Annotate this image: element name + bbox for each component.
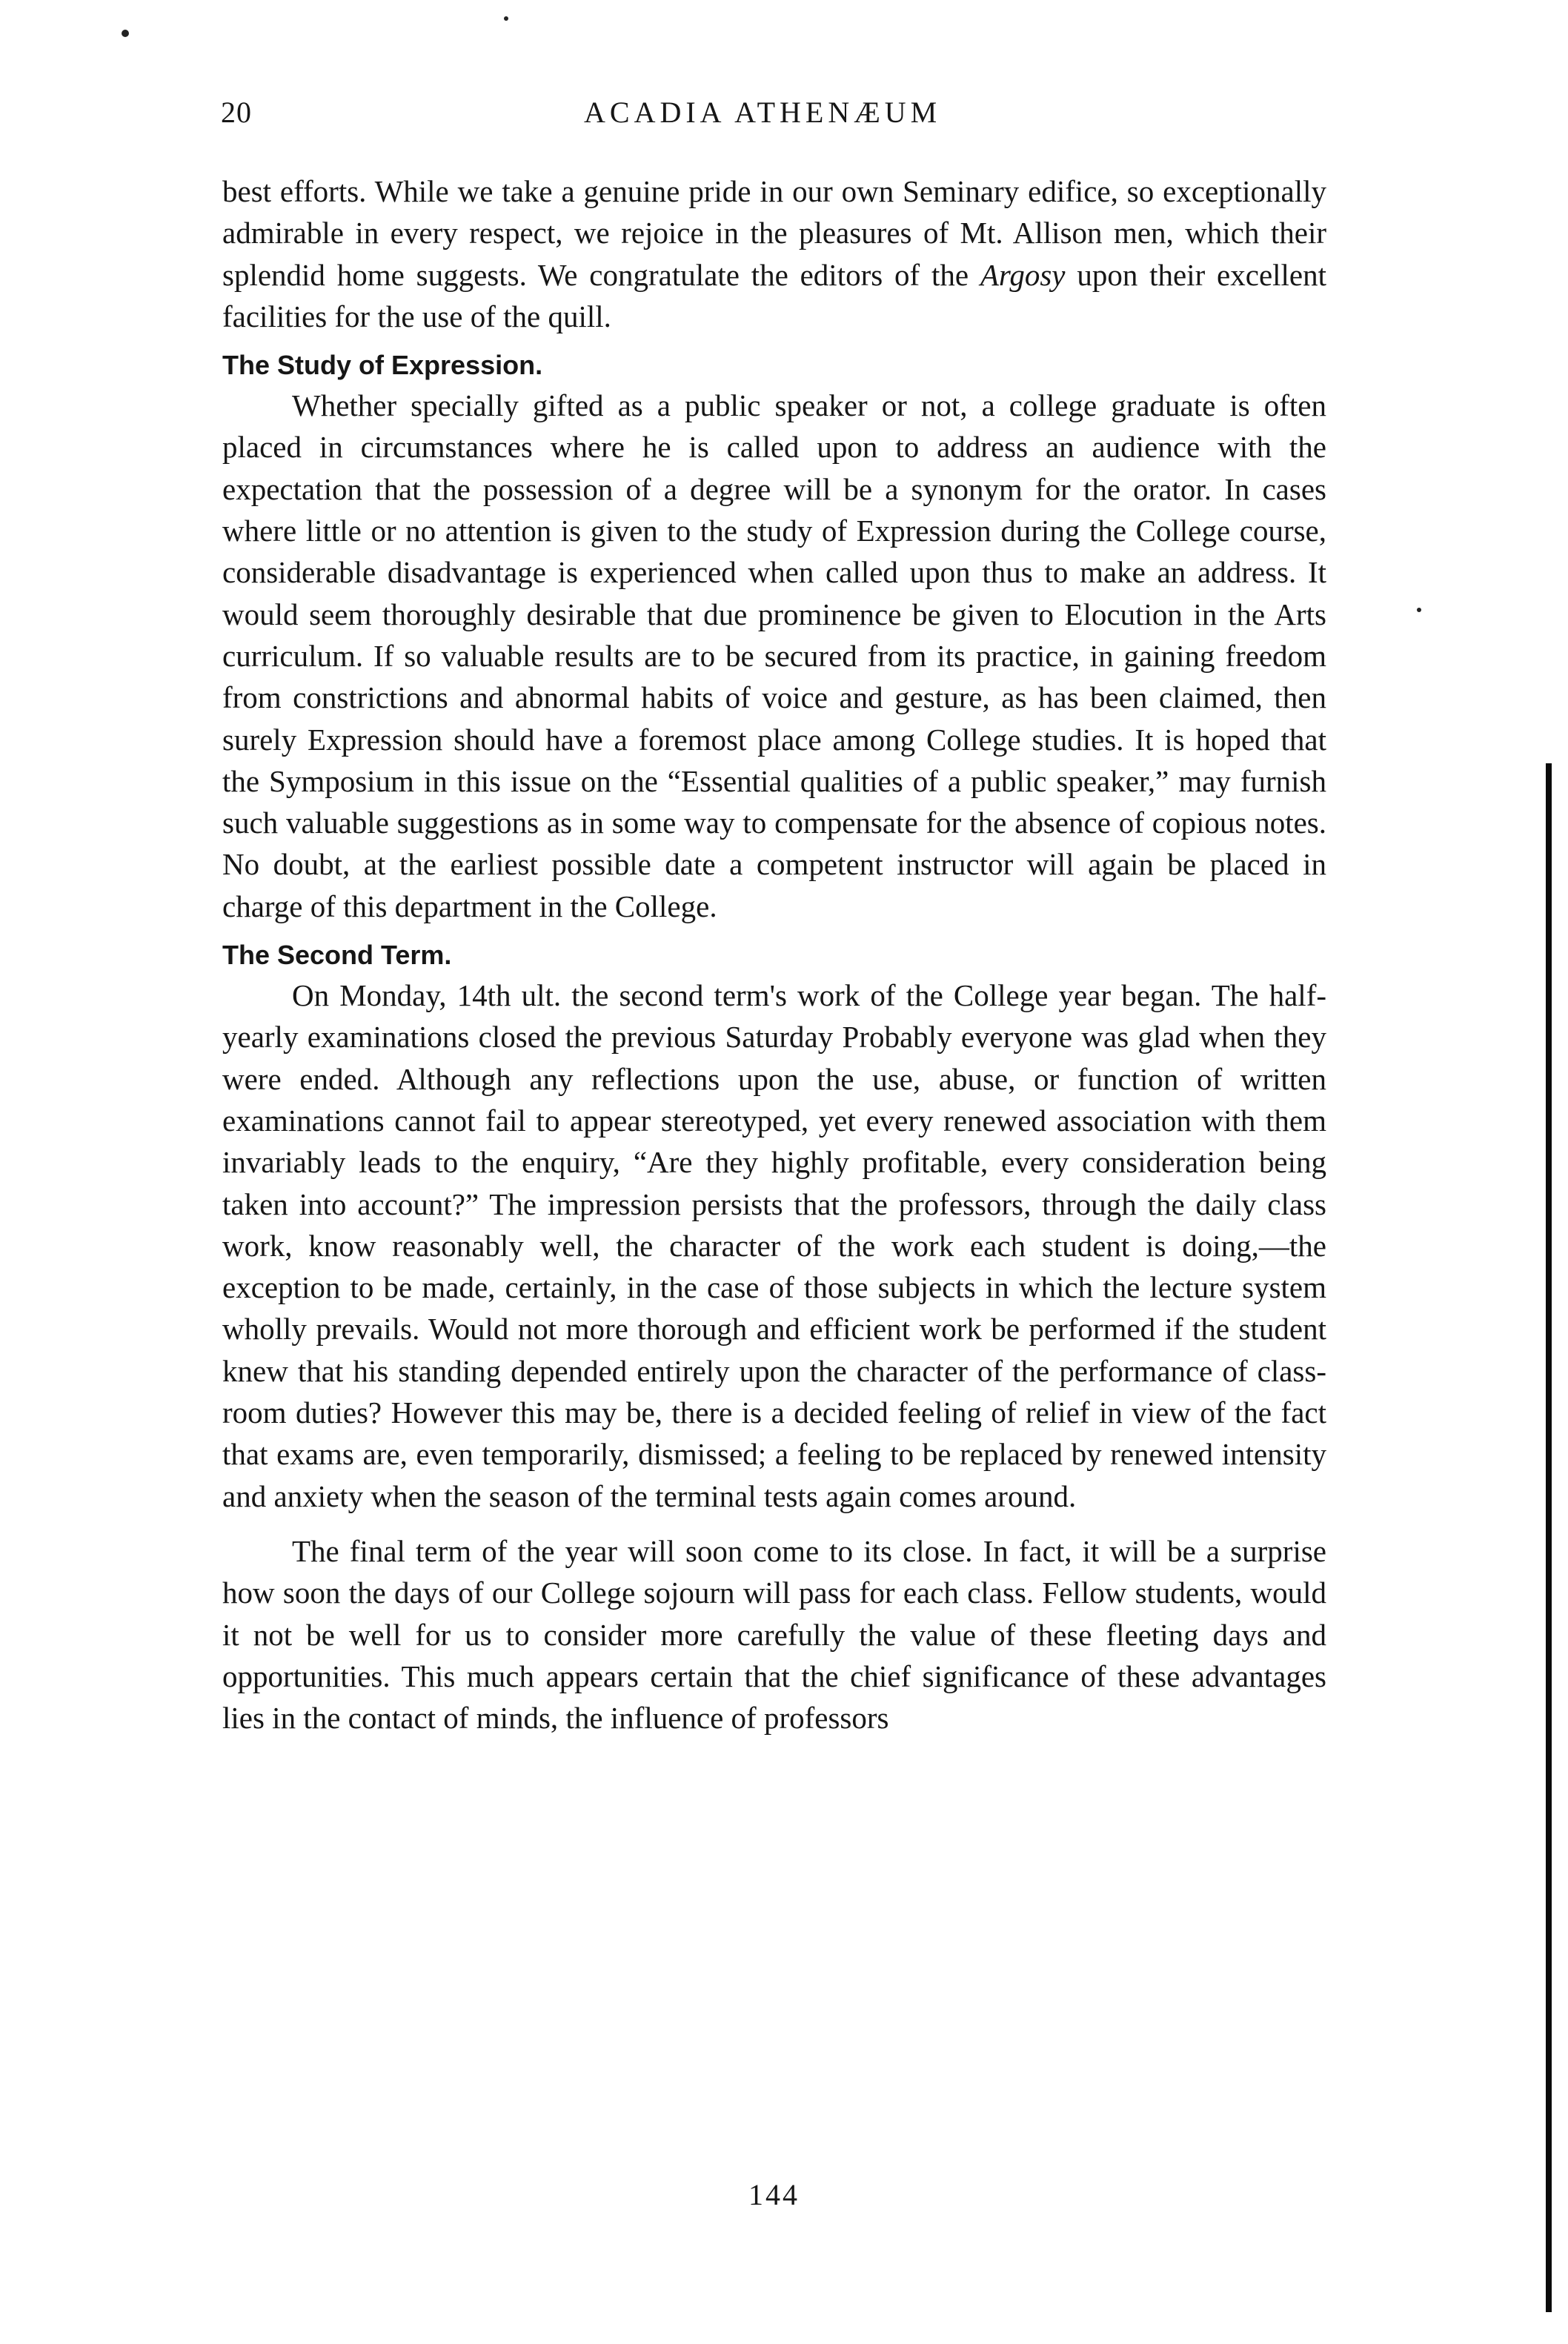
paragraph-intro-end: upon their excellent facilities for the use of the quill. bbox=[222, 257, 1327, 333]
heading-study-of-expression: The Study of Expression. bbox=[222, 350, 543, 381]
folio-number: 144 bbox=[748, 2178, 800, 2211]
argosy-title: Argosy bbox=[980, 257, 1066, 292]
running-title: ACADIA ATHENÆUM bbox=[584, 96, 942, 129]
body-text bbox=[222, 170, 1326, 1739]
paragraph-final-term: The final term of the year will soon come to its close. In fact, it will be a surprise how soon the days of our College sojourn will pass for each class. Fellow students, would it not be well for us to consider more carefully the value of these fleeting days and opportunities. This much appears certain that the chief significance of these advantages lies in the contact of minds, the influence of professors bbox=[222, 1533, 1326, 1736]
page-edge-shadow bbox=[1546, 763, 1552, 2312]
paragraph-expression: Whether specially gifted as a public speaker or not, a college graduate is often placed in circumstances where he is called upon to address an audience with the expectation that the possession of a degree will be a synonym for the orator. In cases where little or no attention is given to the study of Expression during the College course, considerable disadvantage is experienced when called upon thus to make an address. It would seem thoroughly desirable that due prominence be given to Elocution in the Arts curriculum. If so valuable results are to be secured from its practice, in gaining freedom from constrictions and abnormal habits of voice and gesture, as has been claimed, then surely Expression should have a foremost place among College studies. It is hoped that the Symposium in this issue on the “Essential qualities of a public speaker,” may furnish such valuable suggestions as in some way to compensate for the absence of copious notes. No doubt, at the earliest possible date a competent instructor will again be placed in charge of this department in the College. bbox=[222, 388, 1326, 923]
paragraph-intro bbox=[222, 170, 1326, 337]
ink-speck bbox=[122, 30, 129, 37]
ink-speck bbox=[1417, 608, 1421, 612]
page-number: 20 bbox=[221, 96, 252, 129]
page-header bbox=[221, 95, 1332, 139]
heading-second-term: The Second Term. bbox=[222, 940, 452, 971]
paragraph-second-term: On Monday, 14th ult. the second term's work of the College year began. The half-yearly examinations closed the previous Saturday Probably everyone was glad when they were ended. Although any reflections upon the use, abuse, or function of written examinations cannot fail to appear stereotyped, yet every renewed association with them invariably leads to the enquiry, “Are they highly profitable, every consideration being taken into account?” The impression persists that the professors, through the daily class work, know reasonably well, the character of the work each student is doing,—the exception to be made, certainly, in the case of those subjects in which the lecture system wholly prevails. Would not more thorough and efficient work be performed if the student knew that his standing depended entirely upon the character of the performance of class-room duties? However this may be, there is a decided feeling of relief in view of the fact that exams are, even temporarily, dismissed; a feeling to be replaced by renewed intensity and anxiety when the season of the terminal tests again comes around. bbox=[222, 978, 1326, 1513]
ink-speck bbox=[504, 16, 508, 21]
paragraph-intro-text: best efforts. While we take a genuine pride in our own Seminary edifice, so exceptionally admirable in every respect, we rejoice in the pleasures of Mt. Allison men, which their splendid home suggests. We congratulate the editors of the bbox=[222, 174, 1326, 292]
